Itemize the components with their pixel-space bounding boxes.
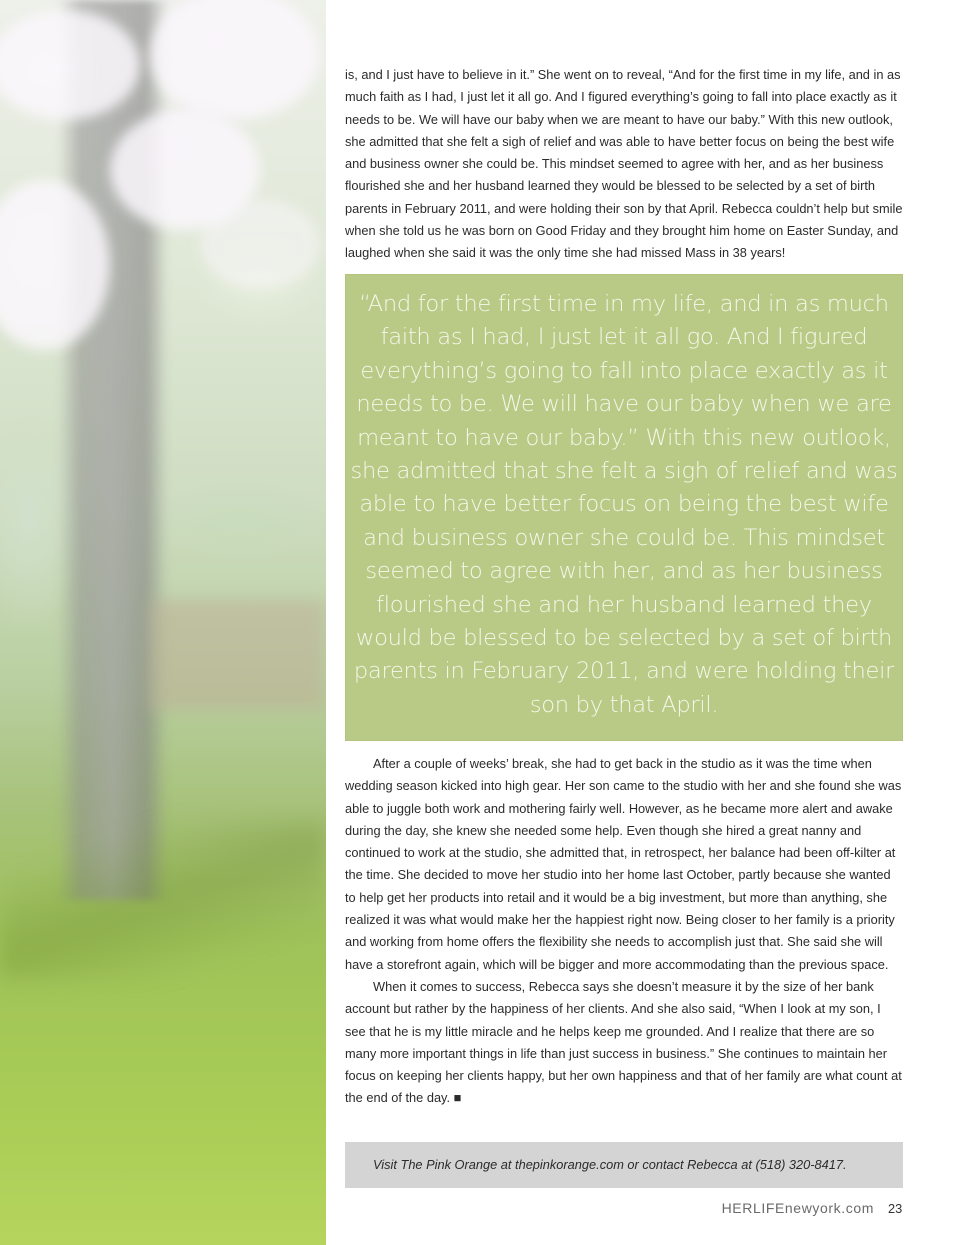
article-body-top <box>345 64 903 265</box>
contact-box <box>345 1142 903 1188</box>
paragraph-top: is, and I just have to believe in it.” She went on to reveal, “And for the first time in my life, and in as much faith as I had, I just let it all go. And I figured everything’s going to fall into place exactly as it needs to be. We will have our baby when we are meant to have our baby.” With this new outlook, she admitted that she felt a sigh of relief and was able to have better focus on being the best wife and business owner she could be. This mindset seemed to agree with her, and as her business flourished she and her husband learned they would be blessed to be selected by a set of birth parents in February 2011, and were holding their son by that April. Rebecca couldn’t help but smile when she told us he was born on Good Friday and they brought him home on Easter Sunday, and laughed when she said it was the only time she had missed Mass in 38 years! <box>345 67 903 261</box>
article-body-bottom <box>345 753 903 1110</box>
tree-photo <box>0 0 326 1245</box>
pull-quote-box <box>345 274 903 741</box>
site-name: HERLIFEnewyork.com <box>721 1200 874 1216</box>
paragraph-three: When it comes to success, Rebecca says she doesn’t measure it by the size of her bank account but rather by the happiness of her clients. And she also said, “When I look at my son, I see that he is my little miracle and he helps keep me grounded. And I realize that there are so many more important things in life than just success in business.” She continues to maintain her focus on keeping her clients happy, but her own happiness and that of her family are what count at the end of the day. ■ <box>345 978 902 1106</box>
page-number: 23 <box>888 1201 903 1216</box>
grass-shadow <box>0 820 326 980</box>
pull-quote: “And for the first time in my life, and in as much faith as I had, I just let it all go. And I figured everything’s going to fall into place exactly as it needs to be. We will have our baby when we are meant to have our baby.” With this new outlook, she admitted that she felt a sigh of relief and was able to have better focus on being the best wife and business owner she could be. This mindset seemed to agree with her, and as her business flourished she and her husband learned they would be blessed to be selected by a set of birth parents in February 2011, and were holding their son by that April. <box>350 291 898 718</box>
paragraph-two: After a couple of weeks’ break, she had to get back in the studio as it was the time when wedding season kicked into high gear. Her son came to the studio with her and she found she was able to juggle both work and mothering fairly well. However, as he became more alert and awake during the day, she knew she needed some help. Even though she hired a great nanny and continued to work at the studio, she admitted that, in retrospect, her balance had been off-kilter at the time. She decided to move her studio into her home last October, partly because she wanted to help get her products into retail and it would be a big investment, but more than anything, she realized it was what would make her the happiest right now. Being closer to her family is a priority and working from home offers the flexibility she needs to accomplish just that. She said she will have a storefront again, which will be bigger and more accommodating than the previous space. <box>345 756 902 972</box>
stone-wall <box>150 600 326 710</box>
blossom-cluster <box>150 0 320 120</box>
blossom-cluster <box>200 200 320 290</box>
contact-note: Visit The Pink Orange at thepinkorange.com or contact Rebecca at (518) 320-8417. <box>373 1157 847 1172</box>
